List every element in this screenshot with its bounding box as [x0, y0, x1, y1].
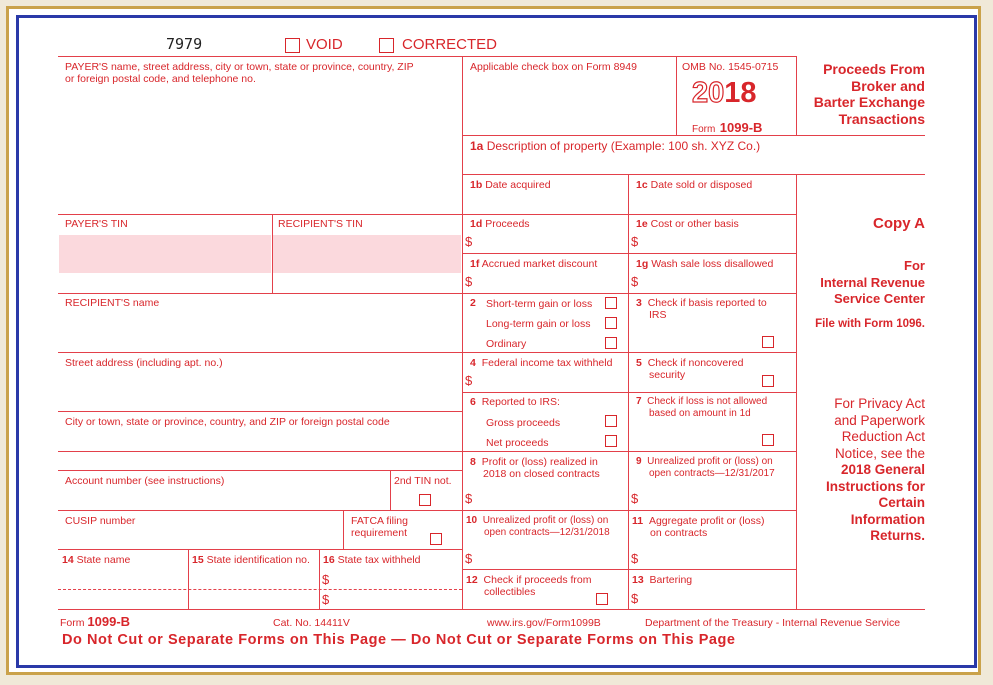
box2-num: 2 [470, 297, 476, 309]
corrected-checkbox[interactable] [379, 38, 394, 53]
box16-dollar-1: $ [322, 572, 330, 587]
box4-label: 4 Federal income tax withheld [470, 357, 613, 369]
void-checkbox[interactable] [285, 38, 300, 53]
void-label: VOID [306, 36, 343, 53]
box4-dollar: $ [465, 373, 473, 388]
box14-label: 14 State name [62, 554, 131, 566]
box7-checkbox[interactable] [762, 434, 774, 446]
box1e-dollar: $ [631, 234, 639, 249]
file-with-label: File with Form 1096. [815, 318, 925, 330]
box1g-label: 1g Wash sale loss disallowed [636, 258, 774, 270]
box2-long-label: Long-term gain or loss [486, 318, 591, 330]
box8-label: 8 Profit or (loss) realized in 2018 on closed contracts [470, 456, 600, 480]
box16-dollar-2: $ [322, 592, 330, 607]
form-title: Proceeds From Broker and Barter Exchange Transactions [813, 61, 925, 127]
box11-dollar: $ [631, 551, 639, 566]
footer-form-id: Form 1099-B [60, 614, 131, 629]
footer-warning: Do Not Cut or Separate Forms on This Page — Do Not Cut or Separate Forms on This Page [62, 632, 736, 648]
second-tin-checkbox[interactable] [419, 494, 431, 506]
recipient-tin-field[interactable] [273, 235, 461, 273]
box1d-label: 1d Proceeds [470, 218, 530, 230]
fatca-label: FATCA filing requirement [351, 515, 408, 539]
box8-dollar: $ [465, 491, 473, 506]
box1c-label: 1c Date sold or disposed [636, 179, 753, 191]
box1f-label: 1f Accrued market discount [470, 258, 598, 270]
box11-label: 11 Aggregate profit or (loss) on contracts [632, 515, 765, 539]
recipient-tin-label: RECIPIENT'S TIN [278, 218, 363, 230]
handwritten-number: 7979 [166, 35, 203, 53]
second-tin-label: 2nd TIN not. [394, 475, 452, 487]
fatca-checkbox[interactable] [430, 533, 442, 545]
box15-label: 15 State identification no. [192, 554, 310, 566]
payer-tin-label: PAYER'S TIN [65, 218, 128, 230]
corrected-label: CORRECTED [402, 36, 498, 53]
omb-number: OMB No. 1545-0715 [682, 61, 779, 73]
account-number-label: Account number (see instructions) [65, 475, 225, 487]
box1f-dollar: $ [465, 274, 473, 289]
box2-ordinary-checkbox[interactable] [605, 337, 617, 349]
city-label: City or town, state or province, country, and ZIP or foreign postal code [65, 416, 390, 428]
box1e-label: 1e Cost or other basis [636, 218, 739, 230]
box1g-dollar: $ [631, 274, 639, 289]
box3-label: 3 Check if basis reported to IRS [636, 297, 767, 321]
recipient-name-label: RECIPIENT'S name [65, 297, 160, 309]
box1b-label: 1b Date acquired [470, 179, 551, 191]
box10-dollar: $ [465, 551, 473, 566]
box6-gross-checkbox[interactable] [605, 415, 617, 427]
cusip-label: CUSIP number [65, 515, 136, 527]
tax-year: 2018 [692, 77, 757, 109]
box2-short-label: Short-term gain or loss [486, 298, 593, 310]
footer-url: www.irs.gov/Form1099B [487, 617, 601, 629]
box9-dollar: $ [631, 491, 639, 506]
box6-net-label: Net proceeds [486, 437, 549, 449]
box1d-dollar: $ [465, 234, 473, 249]
box2-ordinary-label: Ordinary [486, 338, 527, 350]
box6-label: 6 Reported to IRS: [470, 396, 560, 408]
footer-cat-number: Cat. No. 14411V [273, 617, 350, 629]
box12-label: 12 Check if proceeds from collectibles [466, 574, 592, 598]
box13-label: 13 Bartering [632, 574, 693, 586]
footer-department: Department of the Treasury - Internal Revenue Service [645, 617, 901, 629]
street-address-label: Street address (including apt. no.) [65, 357, 223, 369]
box16-label: 16 State tax withheld [323, 554, 421, 566]
box13-dollar: $ [631, 591, 639, 606]
box7-label: 7 Check if loss is not allowed based on amount in 1d [636, 396, 768, 419]
box6-net-checkbox[interactable] [605, 435, 617, 447]
form-id: Form 1099-B [692, 120, 763, 135]
box10-label: 10 Unrealized profit or (loss) on open contracts—12/31/2018 [466, 515, 610, 538]
box2-long-checkbox[interactable] [605, 317, 617, 329]
form-8949-label: Applicable check box on Form 8949 [470, 61, 637, 73]
box2-short-checkbox[interactable] [605, 297, 617, 309]
copy-a-label: Copy A [873, 215, 925, 232]
box5-checkbox[interactable] [762, 375, 774, 387]
privacy-notice: For Privacy Act and Paperwork Reduction Act Notice, see the 2018 General Instructions for Certain Information Returns. [825, 396, 925, 543]
box1a-label: 1a Description of property (Example: 100 sh. XYZ Co.) [470, 139, 761, 153]
payer-name-label: PAYER'S name, street address, city or town, state or province, country, ZIP or foreign postal code, and telephone no. [65, 61, 414, 85]
irs-center-label: For Internal Revenue Service Center [820, 258, 925, 306]
box6-gross-label: Gross proceeds [486, 417, 561, 429]
box5-label: 5 Check if noncovered security [636, 357, 744, 381]
box3-checkbox[interactable] [762, 336, 774, 348]
box12-checkbox[interactable] [596, 593, 608, 605]
box9-label: 9 Unrealized profit or (loss) on open contracts—12/31/2017 [636, 456, 775, 479]
payer-tin-field[interactable] [59, 235, 271, 273]
